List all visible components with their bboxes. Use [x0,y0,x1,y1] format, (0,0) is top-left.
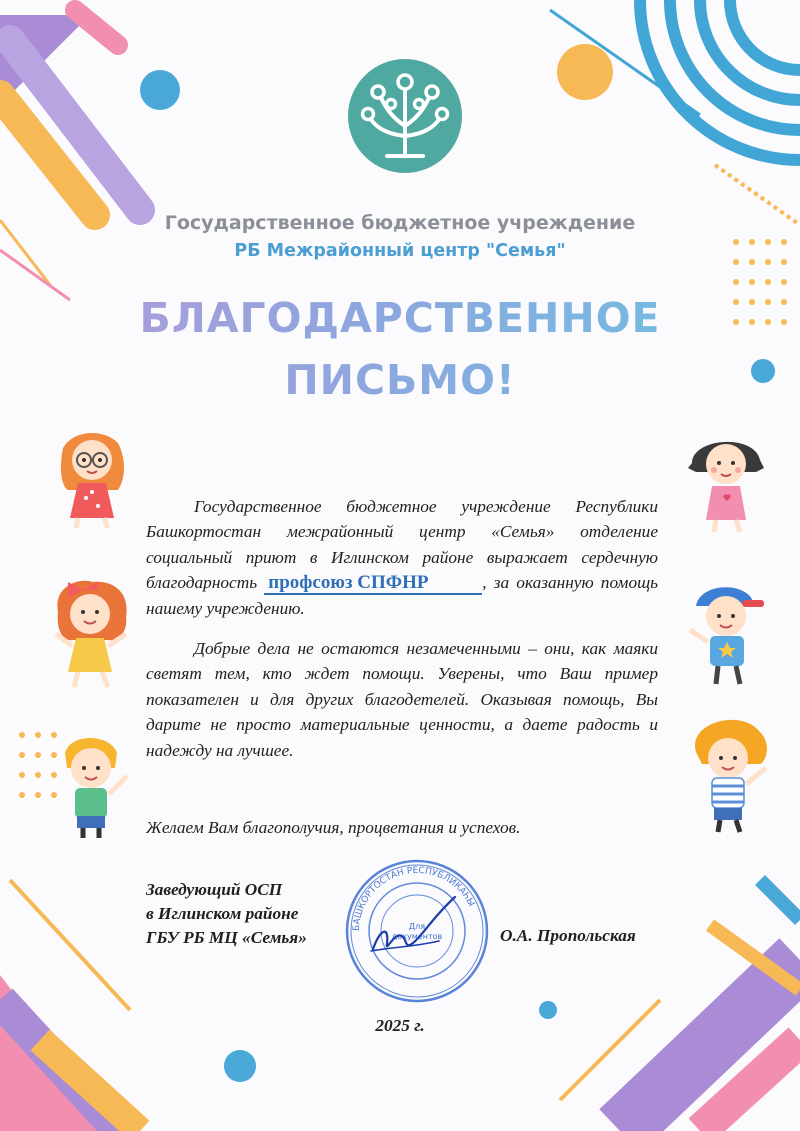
document-title-line2: ПИСЬМО! [0,356,800,404]
signatory-position [146,878,307,950]
boy-with-cap-illustration [682,576,772,688]
signatory-position-line3: ГБУ РБ МЦ «Семья» [146,928,307,947]
blue-dot-bottom-left [224,1050,256,1082]
girl-right-illustration [684,428,770,534]
boy-left-illustration [45,728,141,840]
family-tree-logo-icon [345,56,465,176]
top-right-arcs [640,0,800,160]
body-paragraph-1-text: Государственное бюджетное учреждение Республики Башкортостан межрайонный центр «Семья» отделение социальный приют в Иглинском районе выражает сердечную благодарность [146,497,658,593]
stamp-ring-text: БАШКОРТОСТАН РЕСПУБЛИКАҺЫ [351,865,477,932]
body-paragraph-2 [146,636,658,763]
recipient-name: профсоюз СПФНР [264,573,482,595]
stamp-center-text-2: документов [391,932,443,941]
orange-dot-top-right [557,44,613,100]
stamp-icon [343,857,491,1005]
document-title-line1: БЛАГОДАРСТВЕННОЕ [0,294,800,342]
girl-with-bow-illustration [48,572,138,692]
blue-dot-top-left [140,70,180,110]
org-name-line1: Государственное бюджетное учреждение [164,212,636,234]
body-paragraph-2-text: Добрые дела не остаются незамеченными – они, как маяки светят тем, кто ждет помощи. Уверены, что Ваш пример показателен и для других благодетелей. Оказывая помощь, Вы дарите не просто материальные ценности, а даете радость и надежду на лучшее. [146,639,658,760]
boy-right-illustration [682,712,778,834]
body-paragraph-1 [146,494,658,621]
body-paragraph-1-ending: , за оказанную помощь нашему учреждению. [146,573,659,618]
org-name-line2: РБ Межрайонный центр "Семья" [234,241,566,261]
stamp-center-text-1: Для [408,922,426,931]
wishes-line: Желаем Вам благополучия, процветания и успехов. [146,818,521,837]
signatory-position-line2: в Иглинском районе [146,904,299,923]
document-year: 2025 г. [375,1016,425,1035]
bottom-left-stripes [0,880,140,1131]
signatory-name: О.А. Пропольская [500,926,636,945]
signatory-position-line1: Заведующий ОСП [146,880,283,899]
bottom-right-stripes [560,880,800,1131]
girl-with-glasses-illustration [48,428,138,530]
